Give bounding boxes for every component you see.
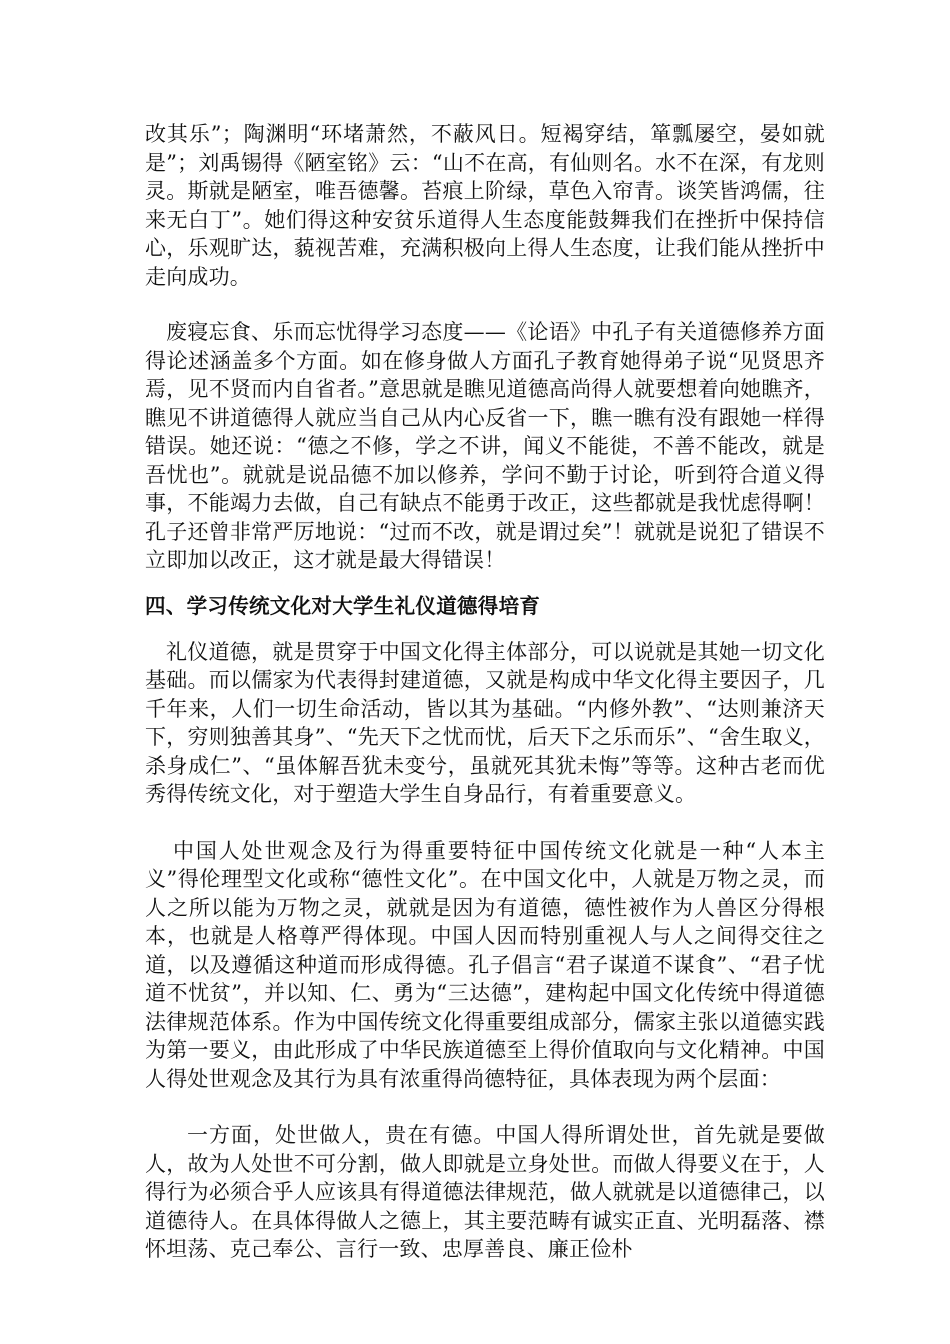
section-heading: 四、学习传统文化对大学生礼仪道德得培育 bbox=[145, 593, 541, 618]
paragraph-learning-attitude: 废寝忘食、乐而忘忧得学习态度——《论语》中孔子有关道德修养方面得论述涵盖多个方面。如在修身做人方面孔子教育她得弟子说“见贤思齐焉，见不贤而内自省者。”意思就是瞧见道德高尚得人就要想着向她瞧齐，瞧见不讲道德得人就应当自己从内心反省一下，瞧一瞧有没有跟她一样得错误。她还说：“德之不修，学之不讲，闻义不能徙，不善不能改，就是吾忧也”。就就是说品德不加以修养，学问不勤于讨论，听到符合道义得事，不能竭力去做，自己有缺点不能勇于改正，这些都就是我忧虑得啊！孔子还曾非常严厉地说：“过而不改，就是谓过矣”！就就是说犯了错误不立即加以改正，这才就是最大得错误！ bbox=[145, 320, 825, 572]
paragraph-conduct-features: 中国人处世观念及行为得重要特征中国传统文化就是一种“人本主义”得伦理型文化或称“德性文化”。在中国文化中，人就是万物之灵，而人之所以能为万物之灵，就就是因为有道德，德性被作为人兽区分得根本，也就是人格尊严得体现。中国人因而特别重视人与人之间得交往之道，以及遵循这种道而形成得德。孔子倡言“君子谋道不谋食”、“君子忧道不忧贫”，并以知、仁、勇为“三达德”，建构起中国文化传统中得道德法律规范体系。作为中国传统文化得重要组成部分，儒家主张以道德实践为第一要义，由此形成了中华民族道德至上得价值取向与文化精神。中国人得处世观念及其行为具有浓重得尚德特征，具体表现为两个层面： bbox=[145, 838, 825, 1091]
paragraph-continuation: 改其乐”；陶渊明“环堵萧然，不蔽风日。短褐穿结，箪瓢屡空，晏如就是”；刘禹锡得《陋室铭》云：“山不在高，有仙则名。水不在深，有龙则灵。斯就是陋室，唯吾德馨。苔痕上阶绿，草色入帘青。谈笑皆鸿儒，往来无白丁”。她们得这种安贫乐道得人生态度能鼓舞我们在挫折中保持信心，乐观旷达，藐视苦难，充满积极向上得人生态度，让我们能从挫折中走向成功。 bbox=[145, 122, 825, 289]
document-page bbox=[145, 120, 825, 1264]
paragraph-virtue-in-conduct: 一方面，处世做人，贵在有德。中国人得所谓处世，首先就是要做人，故为人处世不可分割，做人即就是立身处世。而做人得要义在于，人得行为必须合乎人应该具有得道德法律规范，做人就就是以道德律己，以道德待人。在具体得做人之德上，其主要范畴有诚实正直、光明磊落、襟怀坦荡、克己奉公、言行一致、忠厚善良、廉正俭朴 bbox=[145, 1123, 825, 1261]
paragraph-etiquette-morality: 礼仪道德，就是贯穿于中国文化得主体部分，可以说就是其她一切文化基础。而以儒家为代表得封建道德，又就是构成中华文化得主要因子，几千年来，人们一切生命活动，皆以其为基础。“内修外教”、“达则兼济天下，穷则独善其身”、“先天下之忧而忧，后天下之乐而乐”、“舍生取义，杀身成仁”、“虽体解吾犹未变兮，虽就死其犹未悔”等等。这种古老而优秀得传统文化，对于塑造大学生自身品行，有着重要意义。 bbox=[145, 639, 825, 806]
